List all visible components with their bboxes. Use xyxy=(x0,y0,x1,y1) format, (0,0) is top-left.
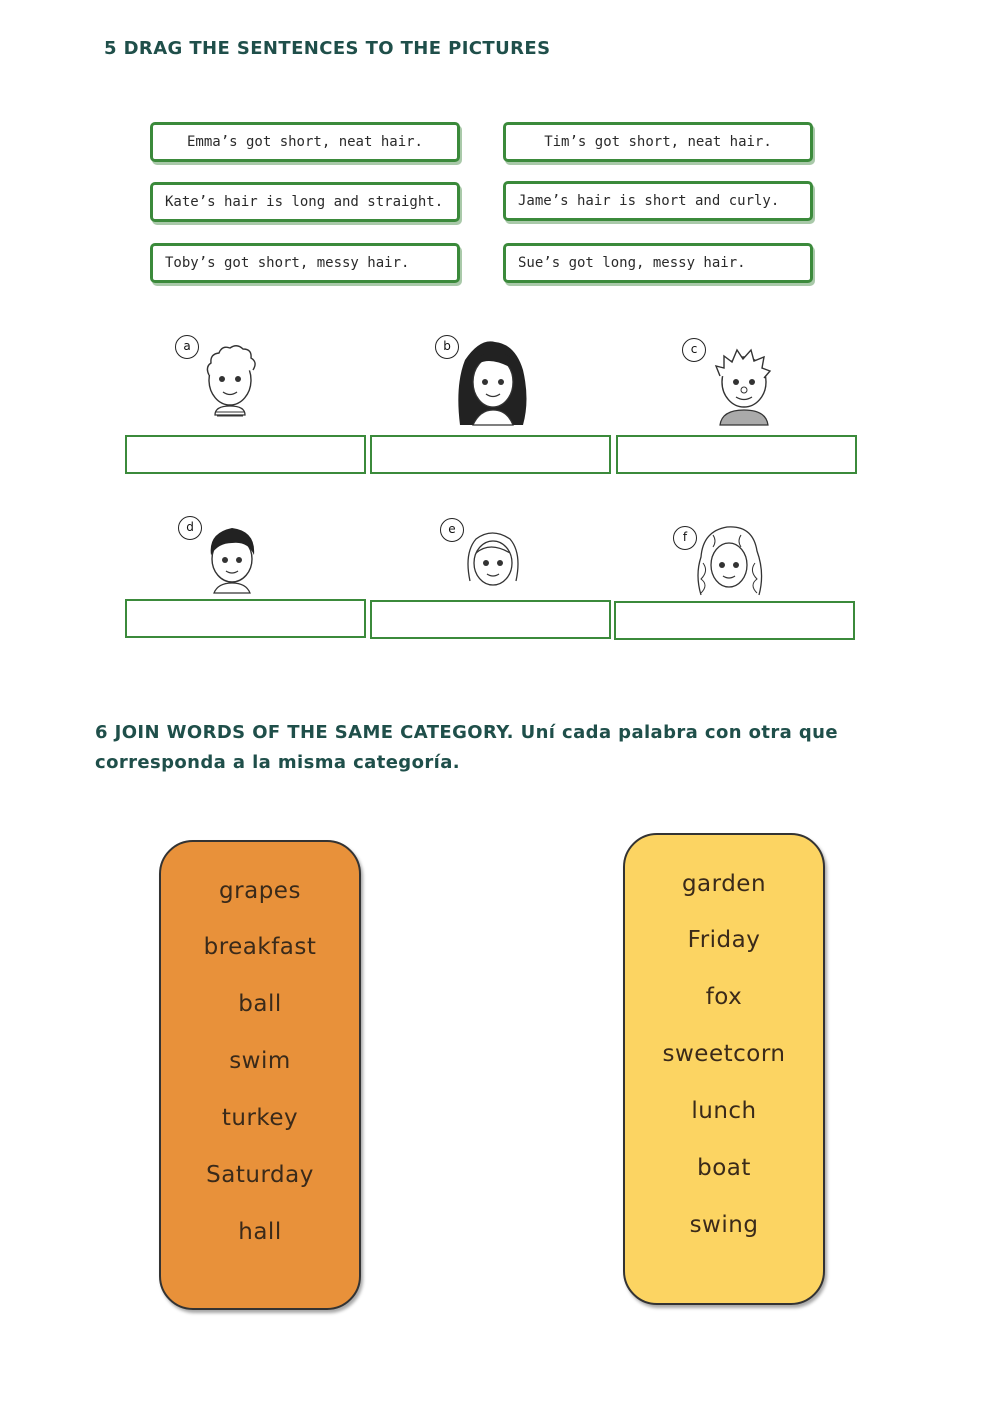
drop-box-b[interactable] xyxy=(370,435,611,474)
drop-box-d[interactable] xyxy=(125,599,366,638)
sentence-text: Toby’s got short, messy hair. xyxy=(165,255,410,271)
right-word-friday[interactable]: Friday xyxy=(687,927,761,953)
section5-heading: 5 DRAG THE SENTENCES TO THE PICTURES xyxy=(104,38,551,59)
right-word-fox[interactable]: fox xyxy=(705,984,743,1010)
picture-label-d: d xyxy=(178,516,202,540)
right-word-sweetcorn[interactable]: sweetcorn xyxy=(662,1041,786,1067)
picture-label-f: f xyxy=(673,526,697,550)
picture-b xyxy=(435,330,545,430)
short-neat-hair-girl-illustration xyxy=(440,513,550,613)
picture-label-e: e xyxy=(440,518,464,542)
picture-d xyxy=(178,513,288,613)
sentence-text: Kate’s hair is long and straight. xyxy=(165,194,444,210)
left-word-saturday[interactable]: Saturday xyxy=(206,1162,314,1188)
sentence-text: Sue’s got long, messy hair. xyxy=(518,255,746,271)
long-straight-hair-girl-illustration xyxy=(435,330,545,430)
right-word-column xyxy=(623,833,825,1305)
drop-box-c[interactable] xyxy=(616,435,857,474)
right-word-garden[interactable]: garden xyxy=(681,871,767,897)
section6-heading: 6 JOIN WORDS OF THE SAME CATEGORY. Uní cada palabra con otra que xyxy=(95,722,838,743)
sentence-card-tim[interactable] xyxy=(503,122,813,162)
left-word-hall[interactable]: hall xyxy=(238,1219,282,1245)
long-messy-hair-girl-illustration xyxy=(673,513,783,613)
right-word-lunch[interactable]: lunch xyxy=(691,1098,757,1124)
left-word-breakfast[interactable]: breakfast xyxy=(203,934,317,960)
picture-label-b: b xyxy=(435,335,459,359)
picture-label-a: a xyxy=(175,335,199,359)
sentence-card-sue[interactable] xyxy=(503,243,813,283)
picture-f xyxy=(673,513,783,613)
curly-hair-boy-illustration xyxy=(175,330,285,430)
left-word-swim[interactable]: swim xyxy=(229,1048,291,1074)
short-neat-hair-boy-illustration xyxy=(178,513,288,613)
section6-heading-continued: corresponda a la misma categoría. xyxy=(95,752,460,773)
sentence-text: Jame’s hair is short and curly. xyxy=(518,193,780,209)
picture-label-c: c xyxy=(682,338,706,362)
drop-box-e[interactable] xyxy=(370,600,611,639)
sentence-card-kate[interactable] xyxy=(150,182,460,222)
picture-a xyxy=(175,330,285,430)
left-word-column xyxy=(159,840,361,1310)
drop-box-a[interactable] xyxy=(125,435,366,474)
picture-c xyxy=(682,330,792,430)
messy-hair-boy-illustration xyxy=(682,330,792,430)
picture-e xyxy=(440,513,550,613)
left-word-grapes[interactable]: grapes xyxy=(219,878,301,904)
sentence-card-toby[interactable] xyxy=(150,243,460,283)
left-word-ball[interactable]: ball xyxy=(238,991,282,1017)
sentence-text: Emma’s got short, neat hair. xyxy=(186,134,423,150)
sentence-card-jame[interactable] xyxy=(503,181,813,221)
right-word-boat[interactable]: boat xyxy=(697,1155,751,1181)
sentence-card-emma[interactable] xyxy=(150,122,460,162)
drop-box-f[interactable] xyxy=(614,601,855,640)
sentence-text: Tim’s got short, neat hair. xyxy=(544,134,772,150)
left-word-turkey[interactable]: turkey xyxy=(221,1105,299,1131)
right-word-swing[interactable]: swing xyxy=(689,1212,759,1238)
